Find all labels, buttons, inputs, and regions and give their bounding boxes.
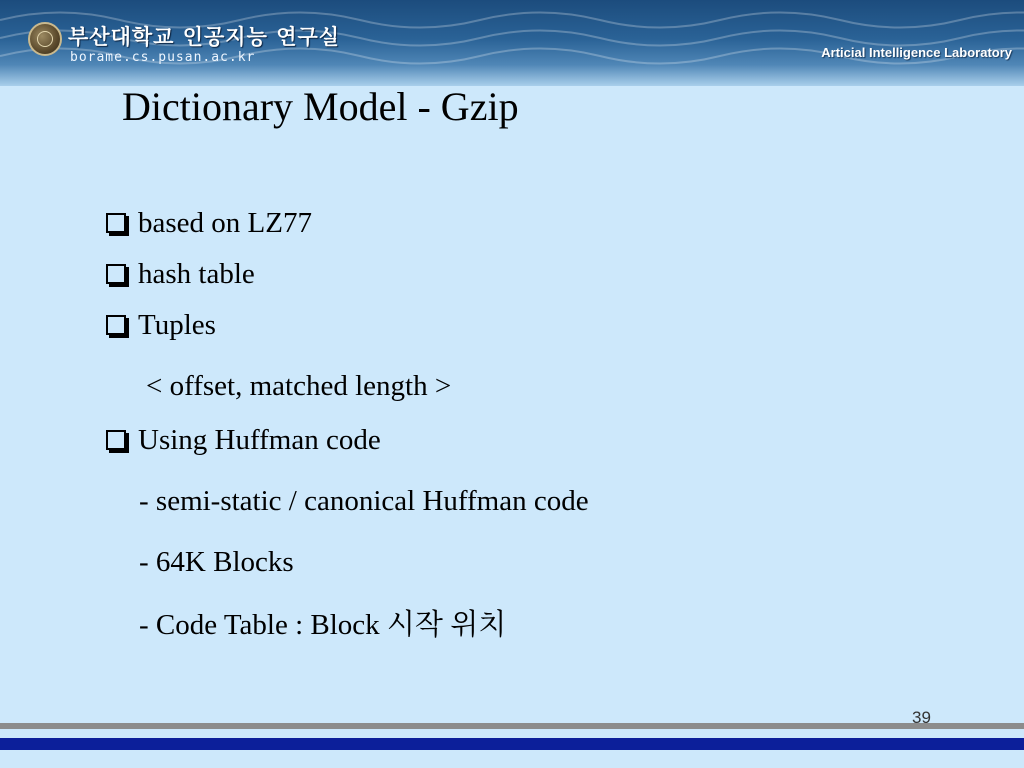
footer-blue-bar	[0, 738, 1024, 750]
sub-item: - 64K Blocks	[139, 546, 294, 578]
bullet-item	[104, 422, 381, 458]
lab-url: borame.cs.pusan.ac.kr	[70, 50, 256, 65]
bullet-item	[104, 307, 216, 343]
sub-item: - Code Table : Block 시작 위치	[139, 609, 507, 641]
checkbox-bullet-icon	[106, 315, 126, 335]
bullet-text: Using Huffman code	[138, 424, 381, 456]
bullet-item	[104, 256, 255, 292]
header-banner	[0, 0, 1024, 86]
slide-title: Dictionary Model - Gzip	[122, 84, 519, 129]
footer-gray-bar	[0, 723, 1024, 729]
sub-item: < offset, matched length >	[146, 370, 452, 402]
bullet-item	[104, 205, 312, 241]
bullet-text: hash table	[138, 258, 255, 290]
lab-name-korean: 부산대학교 인공지능 연구실	[68, 25, 341, 49]
bullet-text: based on LZ77	[138, 207, 312, 239]
sub-item: - semi-static / canonical Huffman code	[139, 485, 589, 517]
lab-name-english: Articial Intelligence Laboratory	[821, 45, 1012, 60]
university-emblem-icon	[28, 22, 62, 56]
page-number: 39	[912, 708, 931, 727]
checkbox-bullet-icon	[106, 213, 126, 233]
checkbox-bullet-icon	[106, 430, 126, 450]
checkbox-bullet-icon	[106, 264, 126, 284]
bullet-text: Tuples	[138, 309, 216, 341]
